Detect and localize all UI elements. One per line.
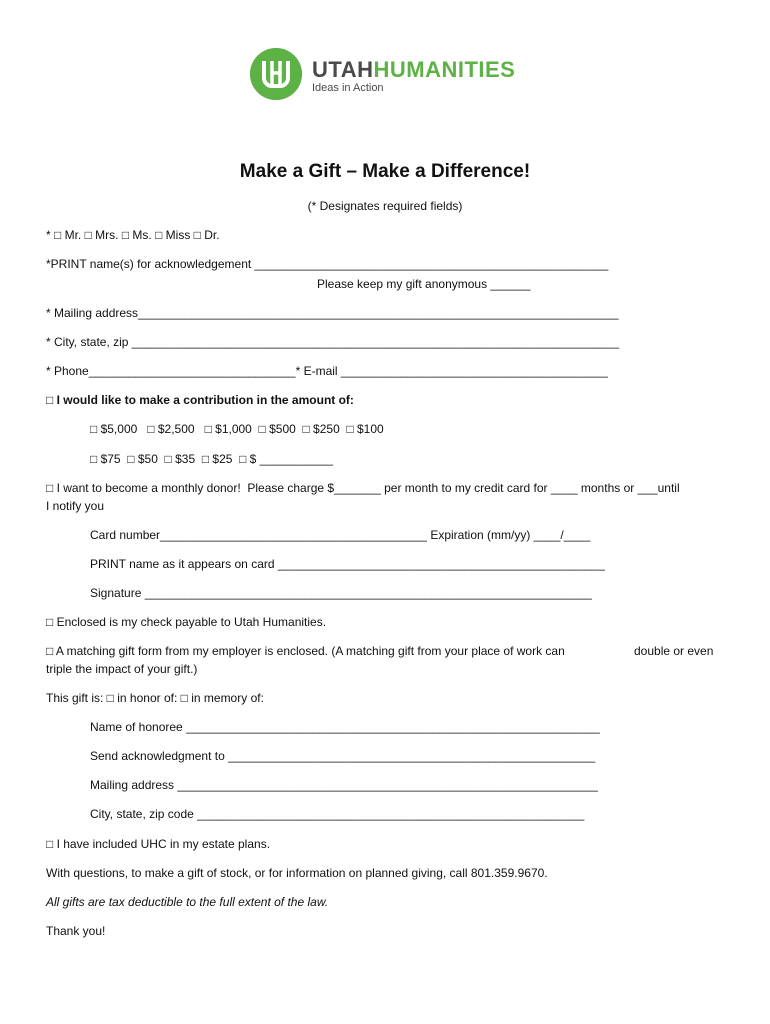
required-note: (* Designates required fields) [307,199,463,213]
amounts-row-2[interactable]: □ $75 □ $50 □ $35 □ $25 □ $ ___________ [90,452,334,466]
check-option[interactable]: □ Enclosed is my check payable to Utah Humanities. [46,615,327,629]
matching-gift-option-cont: triple the impact of your gift.) [46,662,198,676]
contribution-heading[interactable]: □ I would like to make a contribution in the amount of: [46,393,354,407]
card-number-field[interactable]: Card number________________________________________ Expiration (mm/yy) ____/____ [90,528,591,542]
page-title: Make a Gift – Make a Difference! [239,161,531,182]
matching-gift-option[interactable]: □ A matching gift form from my employer is enclosed. (A matching gift from your place of work can [46,644,565,658]
logo-brand-utah: UTAH [312,57,374,82]
thank-you-text: Thank you! [46,924,106,938]
monthly-donor-option[interactable]: □ I want to become a monthly donor! Please charge $_______ per month to my credit card for ____ months or ___until [46,481,680,495]
logo-brand-text [312,58,515,82]
logo-tagline: Ideas in Action [312,82,384,94]
utah-humanities-logo [250,48,530,104]
phone-email-field[interactable]: * Phone_______________________________* E-mail ________________________________________ [46,364,608,378]
anonymous-field[interactable]: Please keep my gift anonymous ______ [317,277,531,291]
tribute-city-state-zip-field[interactable]: City, state, zip code __________________________________________________________ [90,807,585,821]
city-state-zip-field[interactable]: * City, state, zip _________________________________________________________________________ [46,335,619,349]
uh-monogram-icon [250,48,302,100]
amounts-row-1[interactable]: □ $5,000 □ $2,500 □ $1,000 □ $500 □ $250 □ $100 [90,422,384,436]
send-acknowledgment-field[interactable]: Send acknowledgment to _______________________________________________________ [90,749,596,763]
questions-note: With questions, to make a gift of stock, or for information on planned giving, call 801.359.9670. [46,866,548,880]
mailing-address-field[interactable]: * Mailing address________________________________________________________________________ [46,306,619,320]
tax-deductible-note: All gifts are tax deductible to the full extent of the law. [46,895,329,909]
signature-field[interactable]: Signature ___________________________________________________________________ [90,586,592,600]
matching-gift-option-right: double or even [634,644,714,658]
estate-plans-option[interactable]: □ I have included UHC in my estate plans. [46,837,271,851]
honoree-field[interactable]: Name of honoree ______________________________________________________________ [90,720,600,734]
print-name-field[interactable]: *PRINT name(s) for acknowledgement _____________________________________________________ [46,257,609,271]
logo-brand-humanities: HUMANITIES [373,57,516,82]
card-name-field[interactable]: PRINT name as it appears on card _________________________________________________ [90,557,605,571]
tribute-mailing-address-field[interactable]: Mailing address _______________________________________________________________ [90,778,598,792]
monthly-donor-option-cont: I notify you [46,499,105,513]
tribute-heading[interactable]: This gift is: □ in honor of: □ in memory of: [46,691,264,705]
salutation-options[interactable]: * □ Mr. □ Mrs. □ Ms. □ Miss □ Dr. [46,228,220,242]
